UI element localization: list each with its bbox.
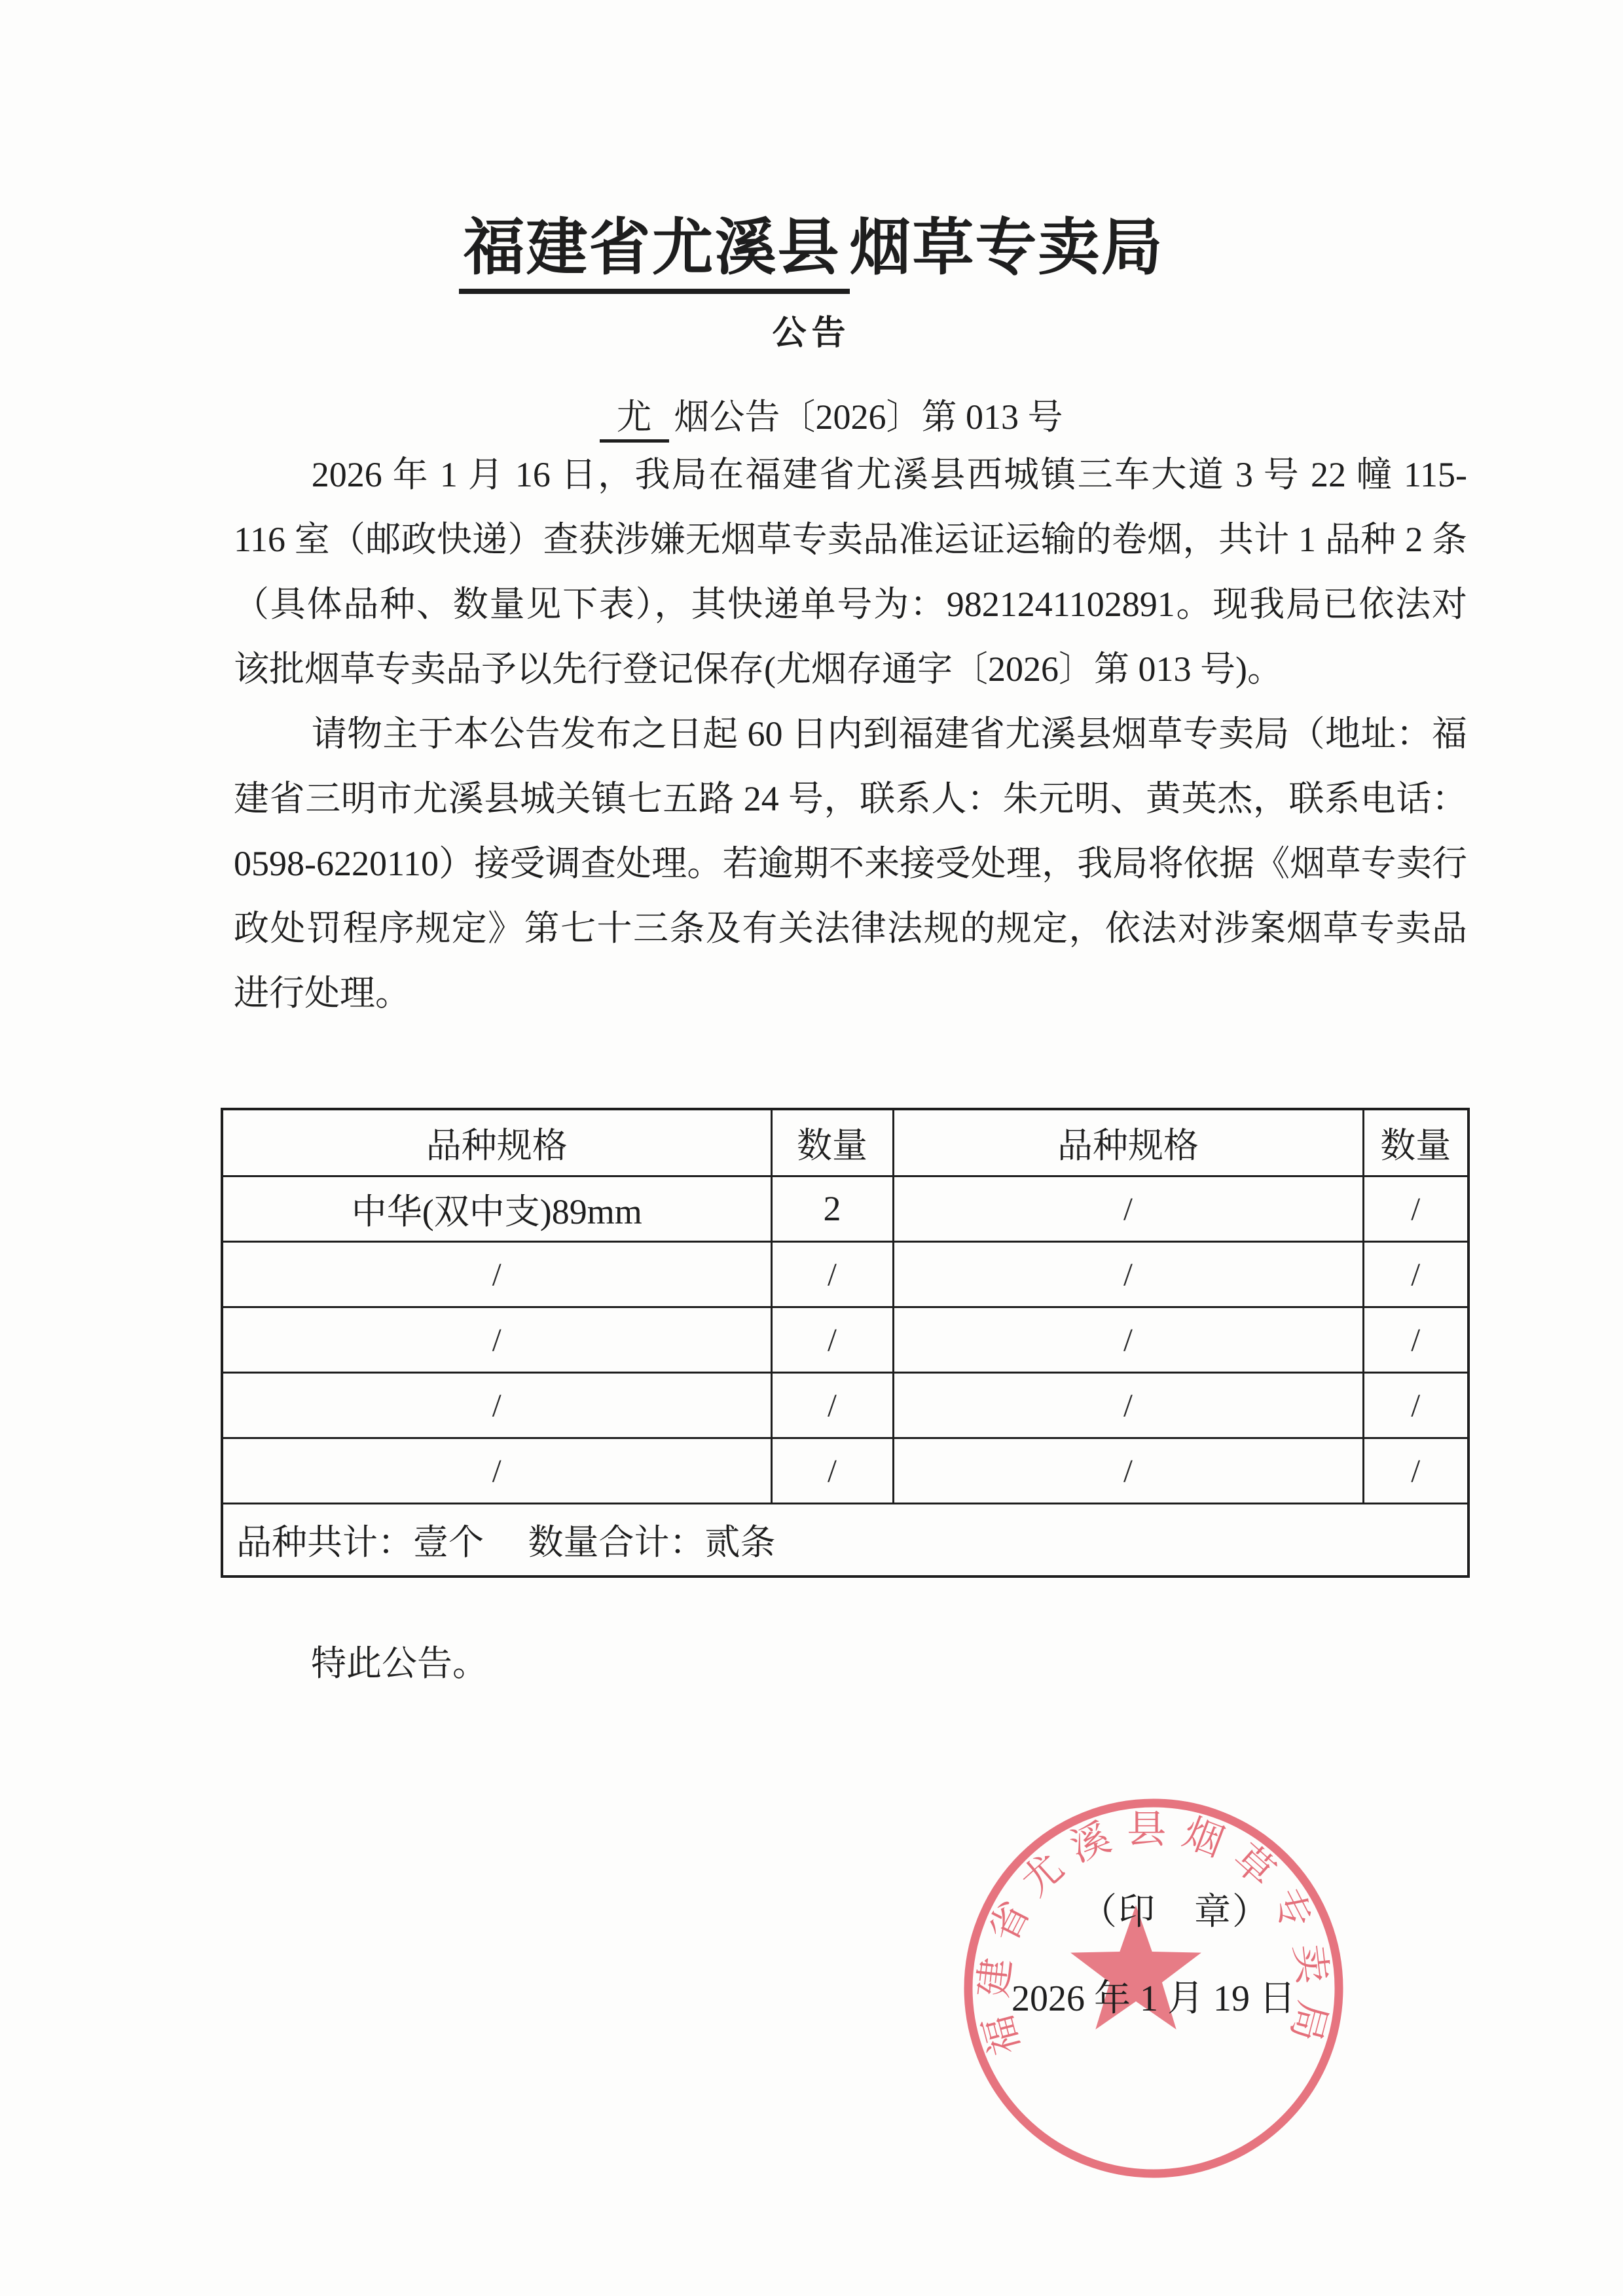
title-rest-part: 烟草专卖局 — [849, 214, 1164, 282]
issue-date: 2026 年 1 月 19 日 — [1012, 1978, 1296, 2019]
col-header-quantity-1: 数量 — [771, 1109, 893, 1176]
seal-placeholder-label: （印 章） — [1080, 1892, 1270, 1933]
spec-cell: / — [222, 1438, 771, 1503]
title-underlined-part: 福建省尤溪县 — [459, 214, 849, 294]
table-row — [222, 1176, 1468, 1241]
col-header-spec-1: 品种规格 — [222, 1109, 771, 1176]
summary-totals: 品种共计：壹个 数量合计：贰条 — [222, 1503, 1468, 1576]
quantity-cell: / — [771, 1438, 893, 1503]
doc-number-rest: 烟公告〔2026〕第 013 号 — [674, 397, 1063, 437]
col-header-quantity-2: 数量 — [1363, 1109, 1468, 1176]
quantity-cell: / — [1363, 1438, 1468, 1503]
table-header-row — [222, 1109, 1468, 1176]
col-header-spec-2: 品种规格 — [893, 1109, 1363, 1176]
spec-cell: / — [222, 1372, 771, 1438]
spec-cell: / — [893, 1241, 1363, 1307]
quantity-cell: / — [771, 1372, 893, 1438]
spec-cell: / — [893, 1176, 1363, 1241]
table-summary-row — [222, 1503, 1468, 1576]
quantity-cell: / — [771, 1307, 893, 1372]
seized-goods-table — [221, 1108, 1470, 1578]
doc-number-underlined-prefix: 尤 — [600, 397, 669, 443]
quantity-cell: / — [771, 1241, 893, 1307]
spec-cell: / — [893, 1438, 1363, 1503]
spec-cell: / — [222, 1241, 771, 1307]
paragraph-seizure-details: 2026 年 1 月 16 日，我局在福建省尤溪县西城镇三车大道 3 号 22 幢 115-116 室（邮政快递）查获涉嫌无烟草专卖品准运证运输的卷烟，共计 1 品种 2 条（具体品种、数量见下表），其快递单号为：9821241102891。现我局已依法对该批烟草专卖品予以先行登记保存(尤烟存通字〔2026〕第 013 号)。 — [234, 455, 1467, 689]
seal-ring-text: 福建省尤溪县烟草专卖局 — [972, 1808, 1336, 2060]
quantity-cell: 2 — [771, 1176, 893, 1241]
spec-cell: / — [893, 1372, 1363, 1438]
spec-cell: 中华(双中支)89mm — [222, 1176, 771, 1241]
table-row — [222, 1307, 1468, 1372]
quantity-cell: / — [1363, 1372, 1468, 1438]
announcement-heading: 公告 — [772, 314, 851, 352]
table-row — [222, 1438, 1468, 1503]
spec-cell: / — [893, 1307, 1363, 1372]
quantity-cell: / — [1363, 1176, 1468, 1241]
quantity-cell: / — [1363, 1307, 1468, 1372]
document-number — [39, 389, 1623, 439]
paragraph-claim-instructions: 请物主于本公告发布之日起 60 日内到福建省尤溪县烟草专卖局（地址：福建省三明市尤溪县城关镇七五路 24 号，联系人：朱元明、黄英杰，联系电话：0598-6220110）接受调查处理。若逾期不来接受处理，我局将依据《烟草专卖行政处罚程序规定》第七十三条及有关法律法规的规定，依法对涉案烟草专卖品进行处理。 — [234, 714, 1467, 1013]
body-text — [234, 443, 1467, 1026]
quantity-cell: / — [1363, 1241, 1468, 1307]
closing-statement: 特此公告。 — [311, 1644, 488, 1683]
spec-cell: / — [222, 1307, 771, 1372]
table-row — [222, 1372, 1468, 1438]
page-title — [20, 198, 1603, 286]
table-row — [222, 1241, 1468, 1307]
